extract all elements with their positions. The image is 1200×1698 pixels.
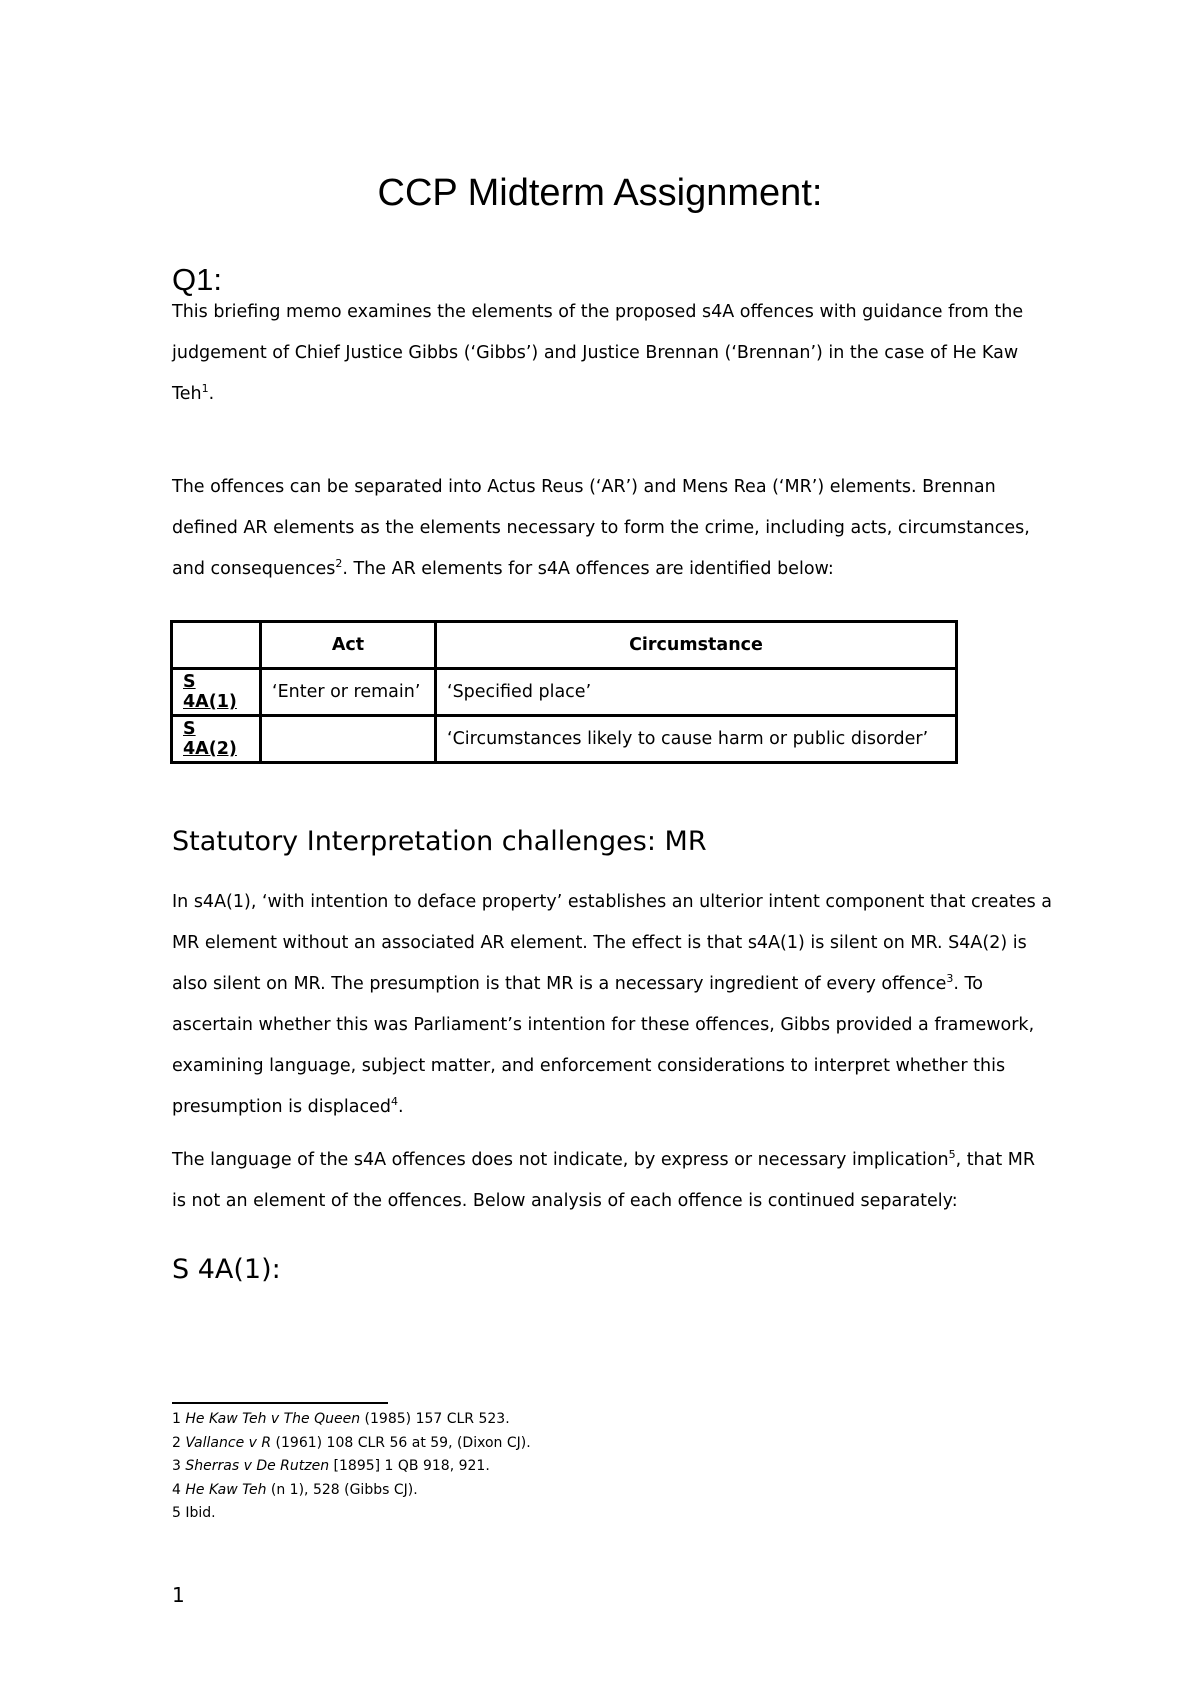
table-header-circumstance: Circumstance [436,622,957,669]
footnote-item [172,1408,531,1432]
table-header-act: Act [261,622,436,669]
paragraph-intro-end: . [208,384,215,404]
footnote-citation: (1961) 108 CLR 56 at 59, (Dixon CJ). [271,1434,531,1451]
table-row [172,669,957,716]
footnote-case-name: Vallance v R [185,1434,272,1451]
table-header-row [172,622,957,669]
paragraph-language-part1: The language of the s4A offences does not indicate, by express or necessary implication [172,1150,949,1170]
footnote-number: 5 [172,1505,181,1521]
document-title: CCP Midterm Assignment: [377,172,823,214]
footnote-citation: [1895] 1 QB 918, 921. [329,1458,490,1474]
footnote-citation: (n 1), 528 (Gibbs CJ). [266,1481,418,1498]
paragraph-mr-analysis [172,882,1052,1128]
footnote-ref-4[interactable]: 4 [390,1095,398,1109]
paragraph-elements [172,467,1052,590]
paragraph-elements-text: The offences can be separated into Actus Reus (‘AR’) and Mens Rea (‘MR’) elements. Brennan defined AR elements as the elements necessary to form the crime, including acts, circumstances, and consequences [172,477,1030,579]
footnote-ref-5[interactable]: 5 [948,1148,956,1162]
table-row-label: S 4A(2) [172,716,261,763]
footnote-item [172,1479,531,1503]
paragraph-intro [172,292,1052,415]
page-number: 1 [172,1583,185,1607]
footnote-case-name: He Kaw Teh [185,1481,267,1498]
paragraph-mr-end: . [397,1097,404,1117]
footnote-number: 2 [172,1434,181,1451]
footnote-citation: Ibid. [185,1505,216,1521]
paragraph-elements-end: . The AR elements for s4A offences are identified below: [342,559,834,579]
footnote-number: 1 [172,1411,181,1427]
footnote-ref-3[interactable]: 3 [946,972,954,986]
paragraph-language [172,1140,1052,1222]
paragraph-language-part2: , that MR is not an element of the offences. Below analysis of each offence is continued separately: [172,1150,1036,1211]
ar-elements-table [170,620,958,764]
footnote-case-name: Sherras v De Rutzen [185,1458,330,1474]
paragraph-mr-part1: In s4A(1), ‘with intention to deface property’ establishes an ulterior intent component that creates a MR element without an associated AR element. The effect is that s4A(1) is silent on MR. S4A(2) is also silent on MR. The presumption is that MR is a necessary ingredient of every offence [172,892,1052,994]
footnote-item [172,1432,531,1456]
table-row [172,716,957,763]
table-row-label: S 4A(1) [172,669,261,716]
table-cell-act [261,716,436,763]
heading-statutory-interpretation: Statutory Interpretation challenges: MR [172,826,707,857]
table-header-empty [172,622,261,669]
footnote-number: 4 [172,1481,181,1498]
footnote-separator [172,1402,388,1404]
footnote-ref-1[interactable]: 1 [201,382,209,396]
footnotes [172,1408,531,1526]
footnote-ref-2[interactable]: 2 [335,557,343,571]
footnote-citation: (1985) 157 CLR 523. [360,1411,510,1427]
footnote-item [172,1502,531,1526]
heading-s4a1: S 4A(1): [172,1254,281,1285]
footnote-item [172,1455,531,1479]
paragraph-mr-part2: . To ascertain whether this was Parliament’s intention for these offences, Gibbs provided a framework, examining language, subject matter, and enforcement considerations to interpret whether this presumption is displaced [172,974,1035,1117]
question-label: Q1: [172,262,222,297]
paragraph-intro-text: This briefing memo examines the elements of the proposed s4A offences with guidance from the judgement of Chief Justice Gibbs (‘Gibbs’) and Justice Brennan (‘Brennan’) in the case of He Kaw Teh [172,302,1024,404]
table-cell-circumstance: ‘Specified place’ [436,669,957,716]
footnote-case-name: He Kaw Teh v The Queen [185,1411,361,1427]
footnote-number: 3 [172,1458,181,1474]
table-cell-act: ‘Enter or remain’ [261,669,436,716]
table-cell-circumstance: ‘Circumstances likely to cause harm or public disorder’ [436,716,957,763]
